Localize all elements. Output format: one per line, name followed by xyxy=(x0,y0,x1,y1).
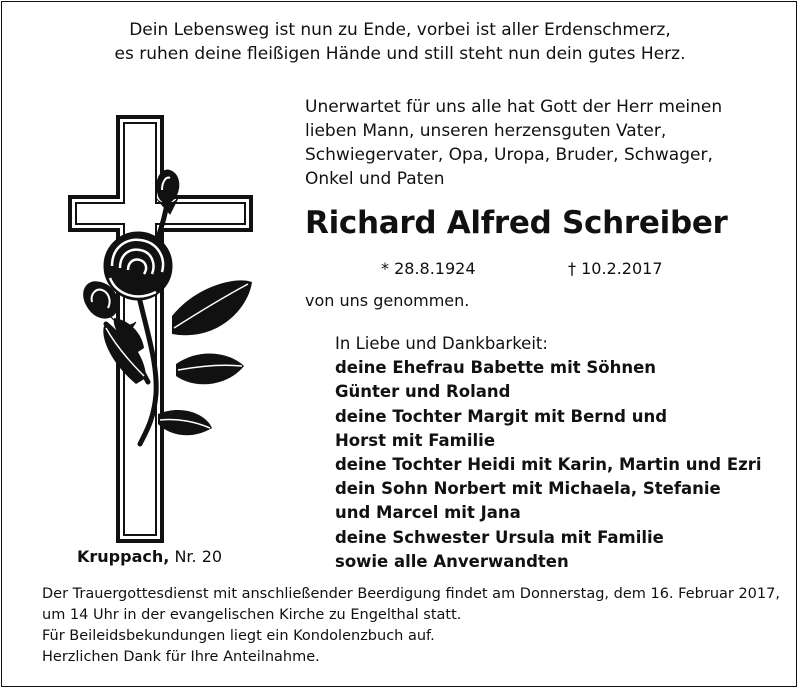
notice-line: Für Beileidsbekundungen liegt ein Kondolenzbuch auf. xyxy=(42,628,435,644)
deceased-name: Richard Alfred Schreiber xyxy=(305,205,728,241)
funeral-notice xyxy=(42,584,780,668)
rose-icon xyxy=(104,232,172,300)
leaf-icon xyxy=(103,280,252,435)
rose-bud-icon xyxy=(156,170,179,214)
obituary-card xyxy=(1,1,797,687)
place-town: Kruppach, xyxy=(77,547,170,566)
notice-line: um 14 Uhr in der evangelischen Kirche zu Engelthal statt. xyxy=(42,607,462,623)
cross-with-roses-icon xyxy=(66,114,281,544)
place-number: Nr. 20 xyxy=(174,547,223,566)
mourner-line: deine Tochter Heidi mit Karin, Martin und Ezri xyxy=(335,455,762,475)
birth-date: * 28.8.1924 xyxy=(381,259,476,278)
intro-line: Unerwartet für uns alle hat Gott der Herr meinen xyxy=(305,97,723,117)
notice-line: Der Trauergottesdienst mit anschließender Beerdigung findet am Donnerstag, dem 16. Februar 2017, xyxy=(42,586,780,602)
mourner-line: Horst mit Familie xyxy=(335,430,496,450)
notice-line: Herzlichen Dank für Ihre Anteilnahme. xyxy=(42,649,320,665)
intro-line: lieben Mann, unseren herzensguten Vater, xyxy=(305,121,667,141)
motto-line: es ruhen deine fleißigen Hände und still steht nun dein gutes Herz. xyxy=(114,44,686,64)
taken-text: von uns genommen. xyxy=(305,291,470,310)
mourner-line: deine Ehefrau Babette mit Söhnen xyxy=(335,358,657,378)
intro-line: Onkel und Paten xyxy=(305,169,445,189)
mourners-intro: In Liebe und Dankbarkeit: xyxy=(335,334,548,353)
mourner-line: dein Sohn Norbert mit Michaela, Stefanie xyxy=(335,479,721,499)
place-address xyxy=(77,547,222,566)
mourners-list xyxy=(335,332,762,574)
motto-line: Dein Lebensweg ist nun zu Ende, vorbei ist aller Erdenschmerz, xyxy=(129,20,671,40)
intro-text xyxy=(305,95,722,191)
motto-verse xyxy=(2,18,798,66)
death-date: † 10.2.2017 xyxy=(568,259,663,278)
mourner-line: Günter und Roland xyxy=(335,382,511,402)
mourner-line: deine Tochter Margit mit Bernd und xyxy=(335,406,668,426)
mourner-line: deine Schwester Ursula mit Familie xyxy=(335,527,664,547)
intro-line: Schwiegervater, Opa, Uropa, Bruder, Schwager, xyxy=(305,145,713,165)
mourner-line: sowie alle Anverwandten xyxy=(335,551,569,571)
mourner-line: und Marcel mit Jana xyxy=(335,503,521,523)
